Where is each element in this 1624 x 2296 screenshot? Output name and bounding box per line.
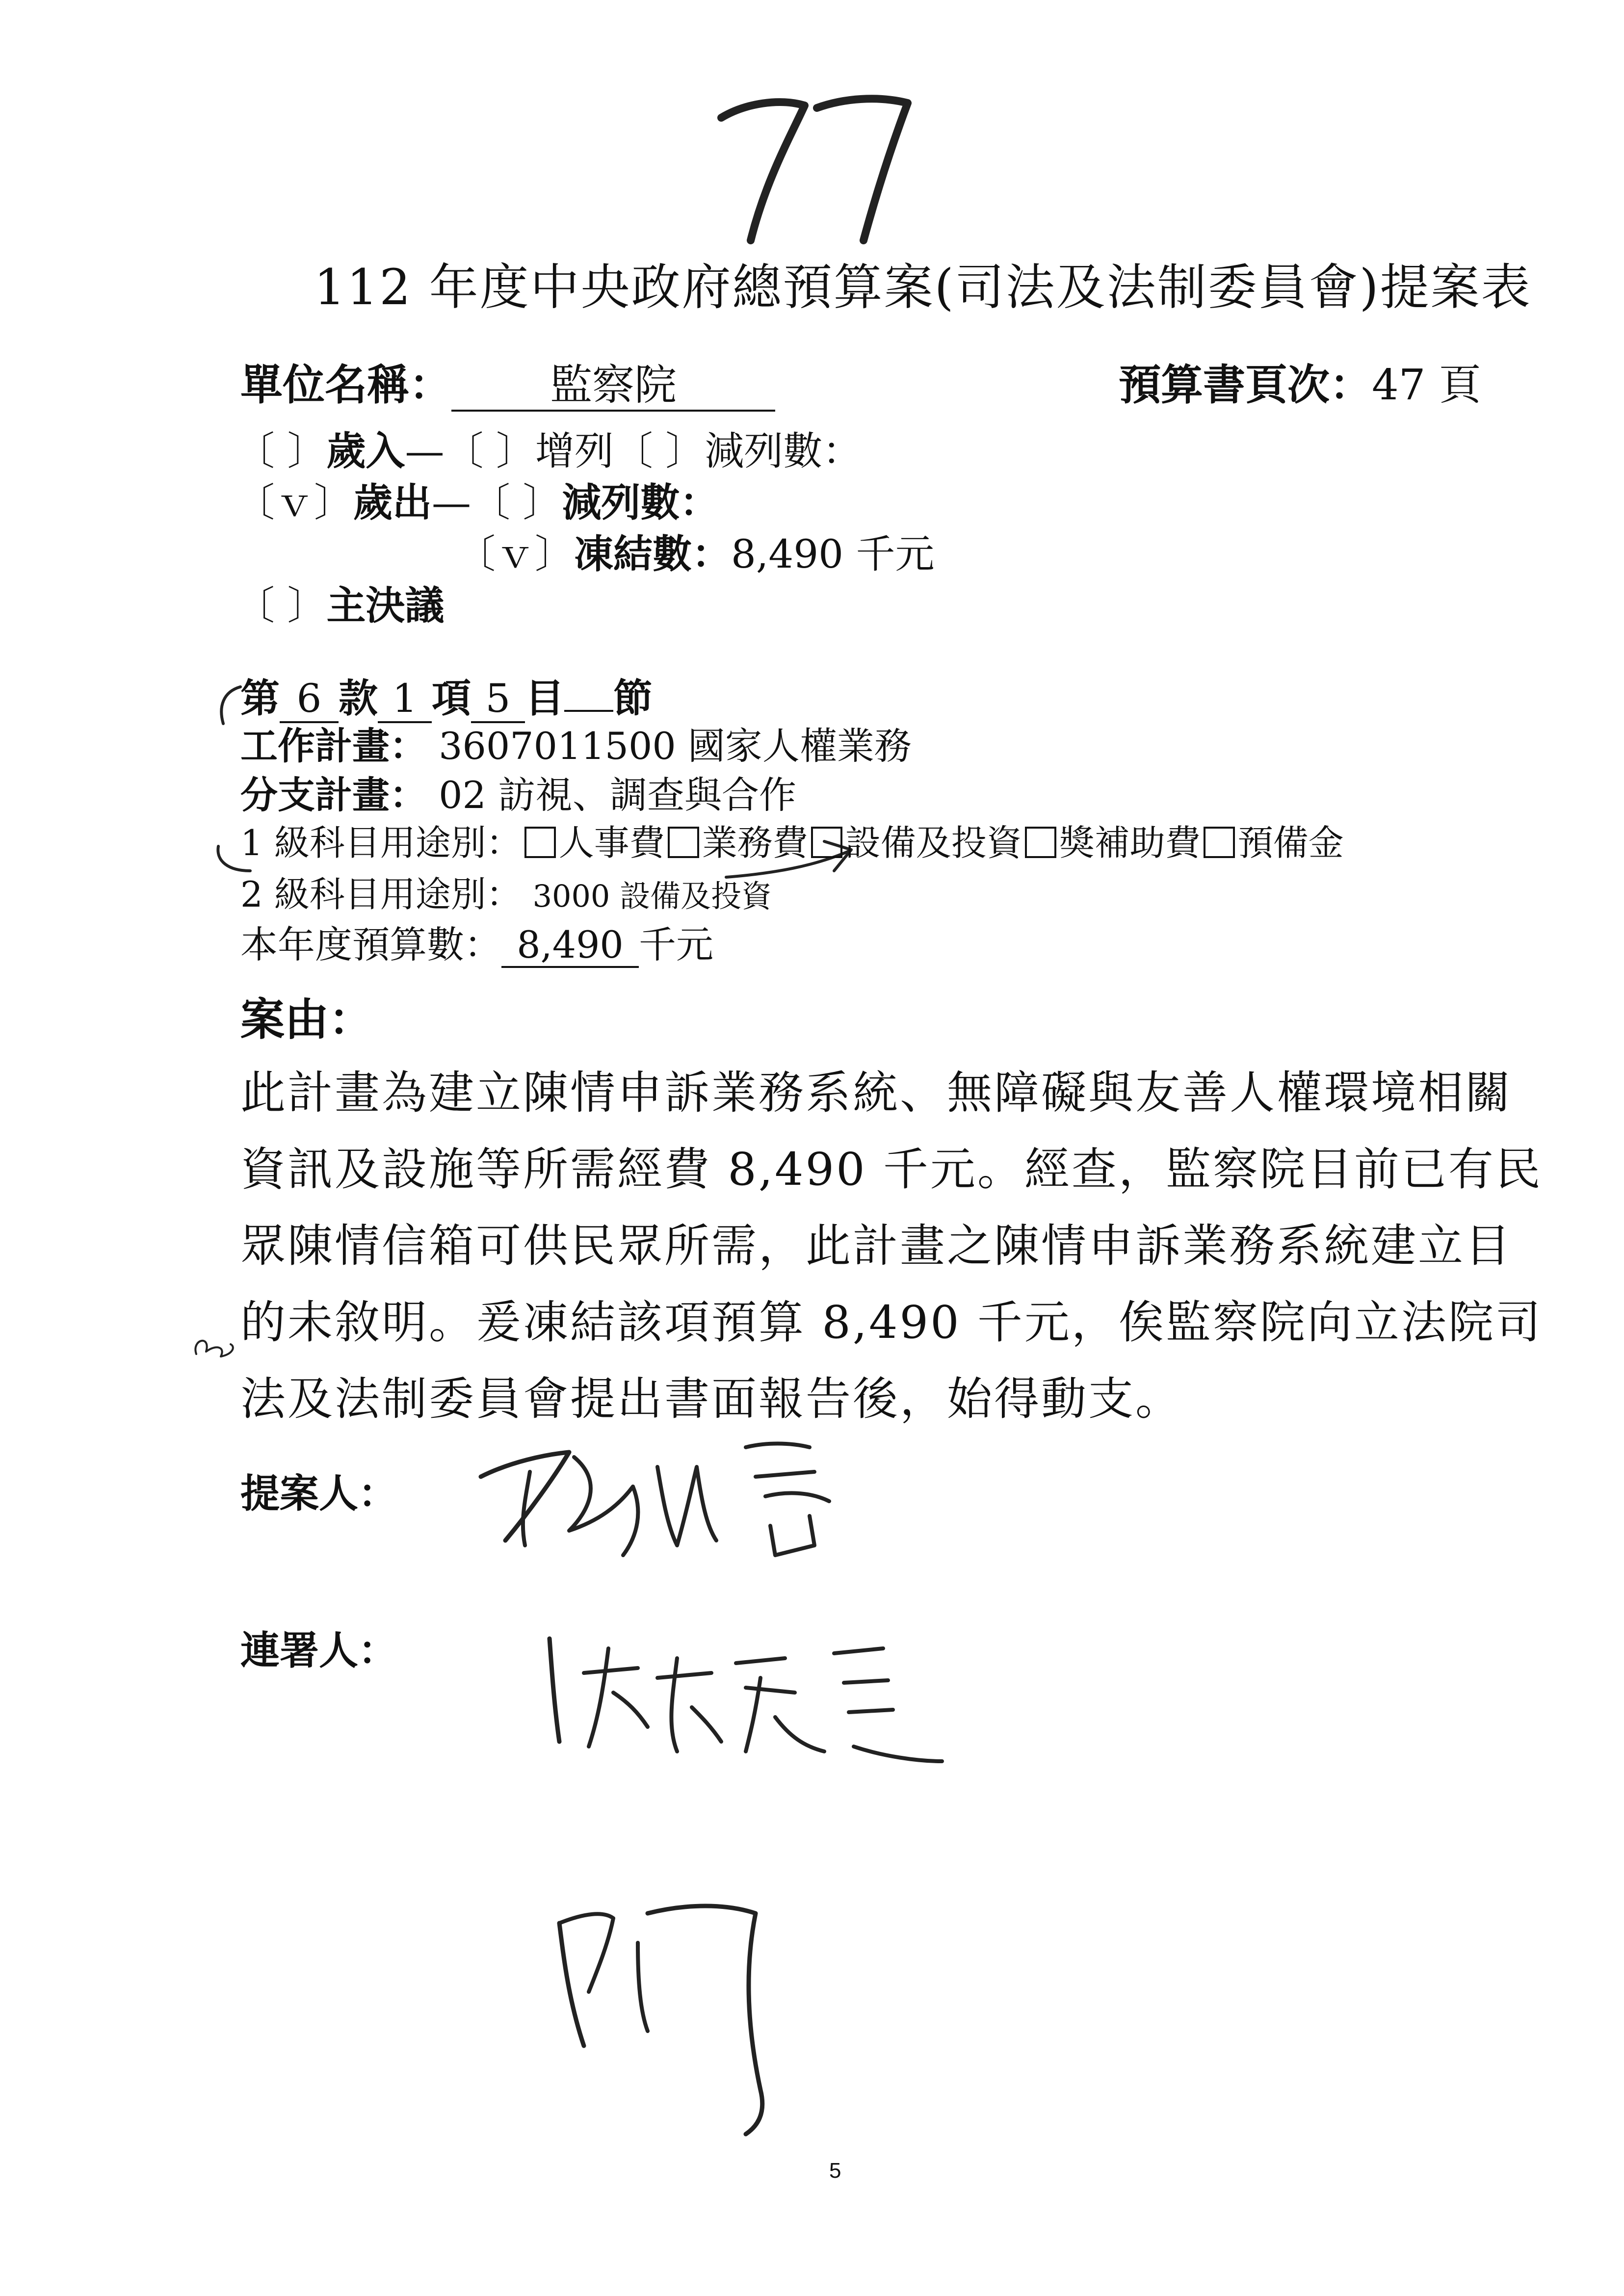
option-reserve-checkbox xyxy=(1204,827,1235,858)
sub-plan-value: 02 訪視、調查與合作 xyxy=(439,773,797,817)
section-kuan-unit: 款 xyxy=(339,675,378,721)
option-operations-checkbox xyxy=(668,827,699,858)
page-ref-suffix: 頁 xyxy=(1439,361,1481,410)
proposer-signature xyxy=(471,1413,873,1570)
expense-checkbox: 〔ｖ〕 xyxy=(236,480,353,525)
option-subsidy-checkbox xyxy=(1025,827,1056,858)
freeze-value: 8,490 千元 xyxy=(731,531,935,577)
page-ref-value: 47 xyxy=(1372,361,1426,410)
unit-label: 單位名稱： xyxy=(240,360,451,410)
income-dash: — xyxy=(405,428,445,474)
expense-dash: — xyxy=(432,480,471,525)
freeze-checkbox: 〔ｖ〕 xyxy=(456,531,574,577)
handwritten-number xyxy=(702,83,927,250)
section-mu-unit: 目 xyxy=(525,675,564,721)
expense-sub-checkbox: 〔 〕 xyxy=(471,480,562,525)
income-label: 歲入 xyxy=(326,428,405,474)
reason-paragraph xyxy=(240,1055,1543,1437)
section-xiang-unit: 項 xyxy=(432,675,471,721)
budget-row xyxy=(240,915,713,968)
option-subsidy: 獎補助費 xyxy=(1059,822,1201,863)
income-sub-checkbox: 〔 〕 xyxy=(613,428,705,474)
level1-label: 1 級科目用途別： xyxy=(240,822,522,863)
reason-line: 資訊及設施等所需經費 8,490 千元。經查，監察院目前已有民 xyxy=(240,1143,1543,1196)
sub-plan-label: 分支計畫： xyxy=(240,773,427,817)
resolution-checkbox: 〔 〕 xyxy=(236,583,327,628)
option-personnel-checkbox xyxy=(524,827,556,858)
income-checkbox: 〔 〕 xyxy=(236,428,327,474)
section-jie-unit: 節 xyxy=(613,675,653,721)
work-plan-label: 工作計畫： xyxy=(240,724,427,768)
proposer-label: 提案人： xyxy=(240,1470,397,1516)
section-jie xyxy=(564,665,613,712)
cosigner-signature xyxy=(530,1619,952,1786)
reason-label: 案由： xyxy=(240,993,373,1045)
unit-name-row xyxy=(240,351,775,412)
option-operations: 業務費 xyxy=(702,822,808,863)
income-add-checkbox: 〔 〕 xyxy=(444,428,535,474)
page-ref-label: 預算書頁次： xyxy=(1119,360,1372,410)
budget-label: 本年度預算數： xyxy=(240,923,501,966)
section-xiang: 1 xyxy=(378,676,432,723)
section-row xyxy=(240,665,653,723)
work-plan-value: 3607011500 國家人權業務 xyxy=(439,724,912,768)
level2-value: 3000 設備及投資 xyxy=(532,878,772,914)
option-reserve: 預備金 xyxy=(1237,822,1344,863)
expense-row xyxy=(236,471,719,527)
expense-label: 歲出 xyxy=(353,479,432,525)
income-add-label: 增列 xyxy=(535,428,614,474)
reason-line: 眾陳情信箱可供民眾所需，此計畫之陳情申訴業務系統建立目 xyxy=(240,1220,1513,1272)
income-row xyxy=(236,419,862,476)
page-number: 5 xyxy=(829,2159,841,2183)
income-sub-label: 減列數： xyxy=(705,428,862,474)
margin-mark xyxy=(186,1320,245,1369)
unit-value: 監察院 xyxy=(451,361,775,412)
budget-value: 8,490 xyxy=(501,923,639,968)
page-title: 112 年度中央政府總預算案(司法及法制委員會)提案表 xyxy=(314,259,1532,316)
work-plan-row xyxy=(240,716,912,770)
budget-unit: 千元 xyxy=(639,923,713,966)
third-signature xyxy=(530,1884,805,2139)
reason-line: 法及法制委員會提出書面報告後，始得動支。 xyxy=(240,1373,1183,1425)
resolution-row xyxy=(236,574,444,630)
option-personnel: 人事費 xyxy=(558,822,665,863)
section-prefix: 第 xyxy=(240,675,280,721)
level1-row xyxy=(240,814,1344,865)
section-kuan: 6 xyxy=(280,676,339,723)
cosigner-label: 連署人： xyxy=(240,1627,397,1673)
level2-row xyxy=(240,866,772,917)
freeze-row xyxy=(456,522,934,579)
option-equipment-checkbox xyxy=(811,827,842,858)
reason-line: 此計畫為建立陳情申訴業務系統、無障礙與友善人權環境相關 xyxy=(240,1067,1513,1119)
expense-sub-label: 減列數： xyxy=(562,479,719,525)
option-equipment: 設備及投資 xyxy=(845,822,1022,863)
section-mu: 5 xyxy=(471,676,525,723)
level2-label: 2 級科目用途別： xyxy=(240,874,522,915)
resolution-label: 主決議 xyxy=(326,582,445,628)
freeze-label: 凍結數： xyxy=(574,531,731,577)
reason-line: 的未敘明。爰凍結該項預算 8,490 千元，俟監察院向立法院司 xyxy=(240,1296,1543,1349)
sub-plan-row xyxy=(240,765,796,819)
budget-page-ref xyxy=(1119,351,1481,412)
